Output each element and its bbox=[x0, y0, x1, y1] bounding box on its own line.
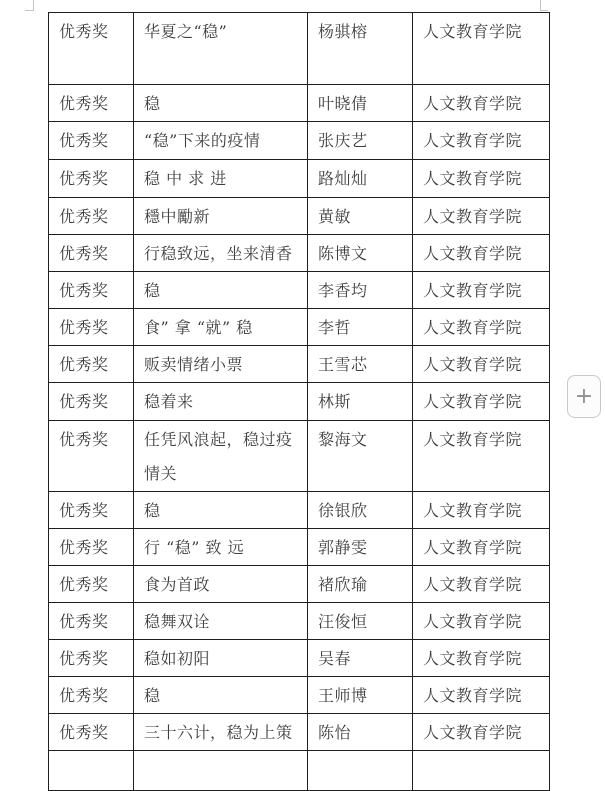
award-cell: 优秀奖 bbox=[49, 566, 134, 603]
award-cell: 优秀奖 bbox=[49, 198, 134, 235]
award-cell: 优秀奖 bbox=[49, 383, 134, 421]
award-cell: 优秀奖 bbox=[49, 160, 134, 198]
title-cell: 食” 拿 “就” 稳 bbox=[134, 309, 308, 346]
name-cell: 叶晓倩 bbox=[308, 85, 413, 122]
table-row bbox=[49, 492, 550, 529]
college-cell: 人文教育学院 bbox=[413, 198, 550, 235]
title-cell: 稳 中 求 进 bbox=[134, 160, 308, 198]
table-row bbox=[49, 383, 550, 421]
award-cell: 优秀奖 bbox=[49, 677, 134, 714]
award-cell: 优秀奖 bbox=[49, 421, 134, 492]
text-boundary-mark-top-right-vertical bbox=[540, 0, 541, 10]
awards-table bbox=[48, 12, 550, 791]
title-cell: 稳如初阳 bbox=[134, 640, 308, 677]
name-cell: 李香均 bbox=[308, 272, 413, 309]
award-cell: 优秀奖 bbox=[49, 603, 134, 640]
title-cell: 稳舞双诠 bbox=[134, 603, 308, 640]
title-cell: 食为首政 bbox=[134, 566, 308, 603]
table-row bbox=[49, 640, 550, 677]
name-cell: 路灿灿 bbox=[308, 160, 413, 198]
college-cell: 人文教育学院 bbox=[413, 235, 550, 272]
title-cell: “稳”下来的疫情 bbox=[134, 122, 308, 160]
table-row bbox=[49, 235, 550, 272]
table-row bbox=[49, 309, 550, 346]
award-cell: 优秀奖 bbox=[49, 122, 134, 160]
award-cell: 优秀奖 bbox=[49, 85, 134, 122]
name-cell: 黄敏 bbox=[308, 198, 413, 235]
table-row bbox=[49, 85, 550, 122]
college-cell: 人文教育学院 bbox=[413, 122, 550, 160]
title-cell: 穩中勵新 bbox=[134, 198, 308, 235]
award-cell: 优秀奖 bbox=[49, 492, 134, 529]
college-cell: 人文教育学院 bbox=[413, 566, 550, 603]
college-cell: 人文教育学院 bbox=[413, 714, 550, 751]
award-cell: 优秀奖 bbox=[49, 13, 134, 85]
title-cell: 稳 bbox=[134, 272, 308, 309]
college-cell: 人文教育学院 bbox=[413, 85, 550, 122]
college-cell: 人文教育学院 bbox=[413, 383, 550, 421]
college-cell: 人文教育学院 bbox=[413, 492, 550, 529]
table-row bbox=[49, 566, 550, 603]
table-row bbox=[49, 346, 550, 383]
name-cell: 王雪芯 bbox=[308, 346, 413, 383]
title-cell: 稳 bbox=[134, 492, 308, 529]
college-cell: 人文教育学院 bbox=[413, 640, 550, 677]
college-cell: 人文教育学院 bbox=[413, 603, 550, 640]
table-row bbox=[49, 714, 550, 751]
table-row bbox=[49, 122, 550, 160]
award-cell: 优秀奖 bbox=[49, 529, 134, 566]
award-cell: 优秀奖 bbox=[49, 235, 134, 272]
college-cell: 人文教育学院 bbox=[413, 529, 550, 566]
name-cell: 陈博文 bbox=[308, 235, 413, 272]
title-cell: 任凭风浪起，稳过疫情关 bbox=[134, 421, 308, 492]
college-cell: 人文教育学院 bbox=[413, 272, 550, 309]
college-cell: 人文教育学院 bbox=[413, 421, 550, 492]
text-boundary-mark-top-left-vertical bbox=[33, 0, 34, 10]
table-row bbox=[49, 603, 550, 640]
award-cell: 优秀奖 bbox=[49, 714, 134, 751]
table-row bbox=[49, 198, 550, 235]
title-cell: 贩卖情绪小票 bbox=[134, 346, 308, 383]
title-cell: 行 “稳” 致 远 bbox=[134, 529, 308, 566]
title-cell: 行稳致远，坐来清香 bbox=[134, 235, 308, 272]
table-row bbox=[49, 421, 550, 492]
table-row bbox=[49, 160, 550, 198]
award-cell: 优秀奖 bbox=[49, 309, 134, 346]
title-cell: 稳着来 bbox=[134, 383, 308, 421]
college-cell: 人文教育学院 bbox=[413, 13, 550, 85]
award-cell: 优秀奖 bbox=[49, 640, 134, 677]
text-boundary-mark-top-right-horizontal bbox=[540, 10, 548, 11]
name-cell: 汪俊恒 bbox=[308, 603, 413, 640]
text-boundary-mark-top-left-horizontal bbox=[25, 10, 34, 11]
college-cell: 人文教育学院 bbox=[413, 677, 550, 714]
name-cell: 张庆艺 bbox=[308, 122, 413, 160]
title-cell: 三十六计，稳为上策 bbox=[134, 714, 308, 751]
table-row bbox=[49, 13, 550, 85]
award-cell: 优秀奖 bbox=[49, 346, 134, 383]
college-cell: 人文教育学院 bbox=[413, 160, 550, 198]
award-cell: 优秀奖 bbox=[49, 272, 134, 309]
name-cell: 杨骐榕 bbox=[308, 13, 413, 85]
title-cell: 稳 bbox=[134, 85, 308, 122]
table-row bbox=[49, 272, 550, 309]
name-cell: 褚欣瑜 bbox=[308, 566, 413, 603]
table-row bbox=[49, 529, 550, 566]
name-cell: 徐银欣 bbox=[308, 492, 413, 529]
title-cell: 华夏之“稳” bbox=[134, 13, 308, 85]
name-cell: 吴春 bbox=[308, 640, 413, 677]
college-cell: 人文教育学院 bbox=[413, 309, 550, 346]
name-cell: 李哲 bbox=[308, 309, 413, 346]
name-cell: 王师博 bbox=[308, 677, 413, 714]
name-cell: 林斯 bbox=[308, 383, 413, 421]
college-cell: 人文教育学院 bbox=[413, 346, 550, 383]
name-cell: 郭静雯 bbox=[308, 529, 413, 566]
awards-table-body bbox=[49, 13, 550, 791]
table-row bbox=[49, 677, 550, 714]
name-cell: 陈怡 bbox=[308, 714, 413, 751]
add-row-button[interactable]: + bbox=[567, 375, 601, 418]
name-cell: 黎海文 bbox=[308, 421, 413, 492]
title-cell: 稳 bbox=[134, 677, 308, 714]
